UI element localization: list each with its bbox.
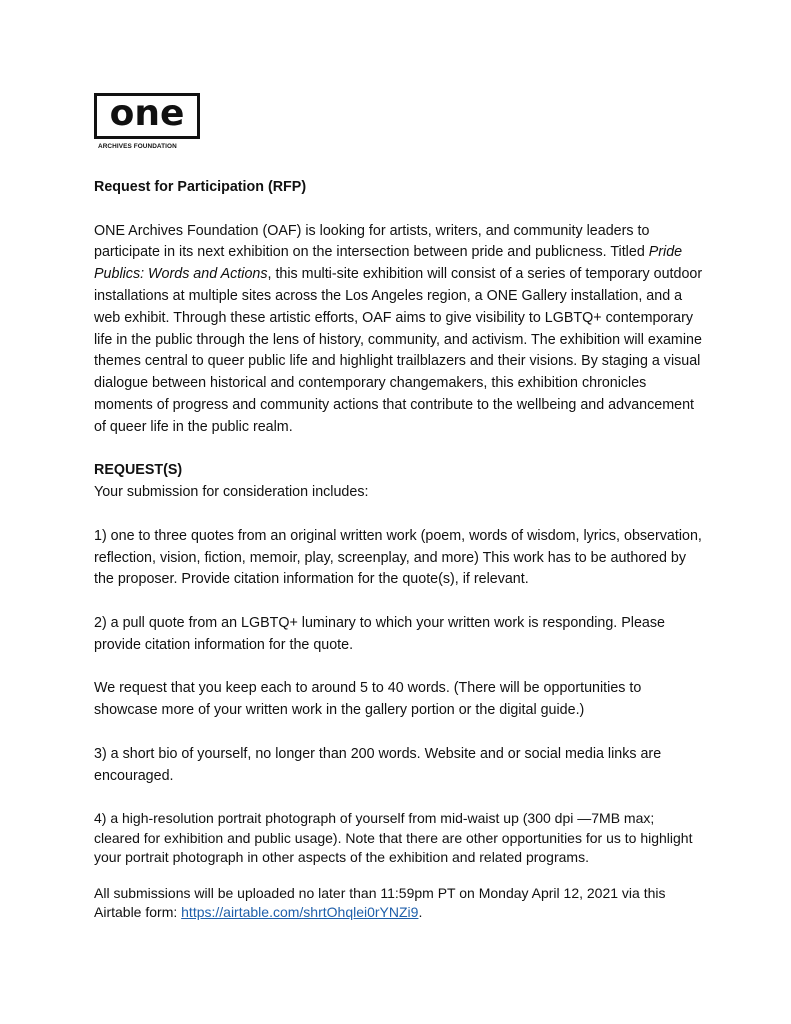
logo-subtitle: ARCHIVES FOUNDATION [98,143,177,150]
airtable-form-link[interactable]: https://airtable.com/shrtOhqlei0rYNZi9 [181,904,419,921]
request-item-1: 1) one to three quotes from an original written work (poem, words of wisdom, lyrics, observation, reflection, vision, fiction, memoir, play, screenplay, and more) This work has to be authored by the proposer. Provide citation information for the quote(s), if relevant. [94,527,702,588]
exhibition-title: Pride Publics: Words and Actions [94,244,683,283]
intro-text-1: ONE Archives Foundation (OAF) is looking for artists, writers, and community leaders to participate in its next exhibition on the intersection between pride and publicness. Titled [94,222,650,261]
document-body [94,177,704,923]
request-item-3: 3) a short bio of yourself, no longer than 200 words. Website and or social media links are encouraged. [94,745,662,784]
one-archives-logo [94,93,204,150]
requests-intro: Your submission for consideration includes: [94,484,369,501]
intro-paragraph [94,221,704,439]
request-item-2: 2) a pull quote from an LGBTQ+ luminary to which your written work is responding. Please provide citation information for the quote. [94,614,665,653]
word-limit-note: We request that you keep each to around 5 to 40 words. (There will be opportunities to showcase more of your written work in the gallery portion or the digital guide.) [94,680,642,719]
deadline-paragraph [94,884,704,923]
deadline-text: All submissions will be uploaded no later than 11:59pm PT on Monday April 12, 2021 via this Airtable form: [94,884,666,921]
document-title: Request for Participation (RFP) [94,179,307,195]
intro-text-2: , this multi-site exhibition will consist of a series of temporary outdoor installations at multiple sites across the Los Angeles region, a ONE Gallery installation, and a web exhibit. Through these artistic efforts, OAF aims to give visibility to LGBTQ+ contemporary life in the public through the lens of history, community, and activism. The exhibition will examine themes central to queer public life and highlight trailblazers and their visions. By staging a visual dialogue between historical and contemporary changemakers, this exhibition chronicles moments of progress and community actions that contribute to the wellbeing and advancement of queer life in the public realm. [94,266,703,435]
deadline-end: . [418,904,423,921]
logo-word: one [109,93,185,134]
logo-box [94,93,200,139]
requests-heading: REQUEST(S) [94,462,183,479]
request-item-4: 4) a high-resolution portrait photograph of yourself from mid-waist up (300 dpi —7MB max; cleared for exhibition and public usage). Note that there are other opportunities for us to highlight your portrait photograph in other aspects of the exhibition and related programs. [94,810,693,866]
